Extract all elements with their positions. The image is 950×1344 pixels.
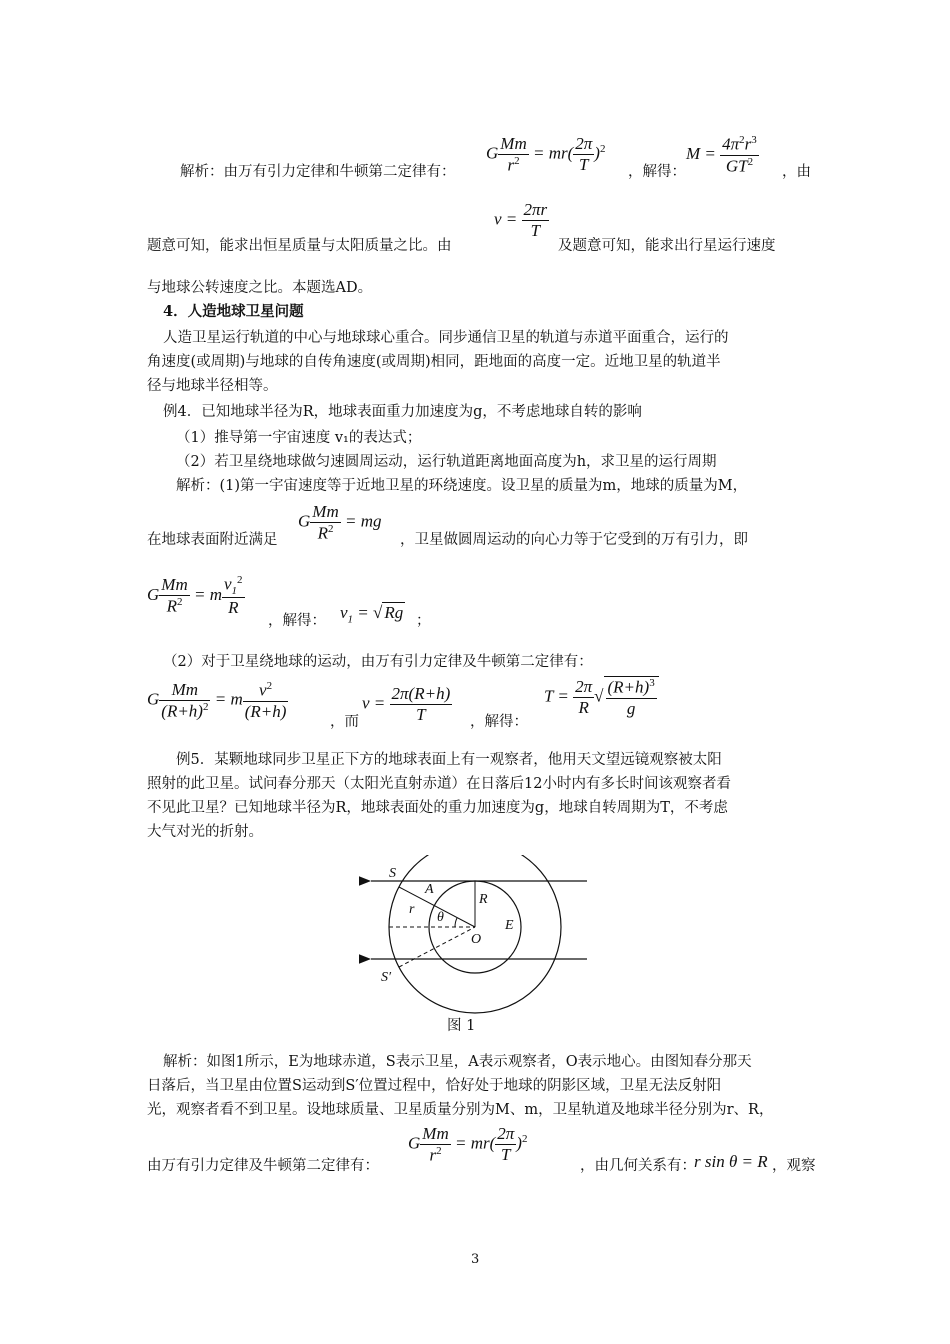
analysis-line: 日落后，当卫星由位置S运动到S′位置过程中，恰好处于地球的阴影区域，卫星无法反射阳 — [147, 1078, 722, 1094]
ex4-a2a: 在地球表面附近满足 — [147, 532, 278, 548]
ex4-a1: 解析：(1)第一宇宙速度等于近地卫星的环绕速度。设卫星的质量为m，地球的质量为M， — [176, 478, 748, 494]
ex4-a4: （2）对于卫星绕地球的运动，由万有引力定律及牛顿第二定律有： — [163, 654, 593, 670]
page-number: 3 — [471, 1252, 480, 1267]
formula-gravity-period-2: G $\frac{Mm}{r^2}$ = mr( $\frac{2\pi}{T}$ )$^2$ — [408, 1124, 528, 1165]
figure-earth-satellite — [355, 855, 595, 1015]
ex4-a5a: ，而 — [330, 714, 359, 730]
ex5-line: 不见此卫星？已知地球半径为R，地球表面处的重力加速度为g，地球自转周期为T，不考虑 — [147, 800, 728, 816]
para-line: 角速度(或周期)与地球的自传角速度(或周期)相同，距地面的高度一定。近地卫星的轨道半 — [147, 354, 721, 370]
analysis-last-b: ，由几何关系有： — [580, 1158, 696, 1174]
ex4-q1: （1）推导第一宇宙速度 v₁的表达式； — [176, 430, 422, 446]
analysis-line: 解析：如图1所示，E为地球赤道，S表示卫星，A表示观察者，O表示地心。由图知春分那天 — [163, 1054, 752, 1070]
formula-geometry: r sin θ = R — [694, 1152, 768, 1171]
formula-orbit: G $\frac{Mm}{(R+h)^2}$ = m $\frac{v^2}{(R+h)}$ — [147, 680, 287, 721]
ex4-a2b: ，卫星做圆周运动的向心力等于它受到的万有引力，即 — [400, 532, 748, 548]
dash-lower — [399, 927, 475, 967]
text-line: ，由 — [782, 164, 811, 180]
label-A: A — [425, 882, 434, 897]
ex4-a3b: ； — [416, 613, 431, 629]
text-line: 解析：由万有引力定律和牛顿第二定律有： — [180, 164, 456, 180]
formula-gravity-period: G $\frac{Mm}{r^2}$ = mr( $\frac{2\pi}{T}$ )$^2$ — [486, 134, 606, 175]
section-title: 4．人造地球卫星问题 — [163, 303, 304, 320]
formula-centripetal: G $\frac{Mm}{R^2}$ = m $\frac{v_1^2}{R}$ — [147, 574, 243, 618]
figure-caption: 图 1 — [447, 1018, 476, 1034]
ex5-line: 例5．某颗地球同步卫星正下方的地球表面上有一观察者，他用天文望远镜观察被太阳 — [176, 752, 722, 768]
analysis-last-c: ，观察 — [772, 1158, 816, 1174]
formula-surface-gravity: G $\frac{Mm}{R^2}$ = mg — [298, 502, 382, 543]
analysis-line: 光，观察者看不到卫星。设地球质量、卫星质量分别为M、m，卫星轨道及地球半径分别为r、R， — [147, 1102, 774, 1118]
label-r: r — [409, 902, 415, 917]
ex4-q2: （2）若卫星绕地球做匀速圆周运动，运行轨道距离地面高度为h，求卫星的运行周期 — [176, 454, 717, 470]
label-S-prime: S′ — [381, 970, 392, 985]
analysis-last-a: 由万有引力定律及牛顿第二定律有： — [147, 1158, 379, 1174]
label-E: E — [505, 918, 514, 933]
text-line: 及题意可知，能求出行星运行速度 — [558, 238, 776, 254]
formula-speed: v = $\frac{2\pi(R+h)}{T}$ — [362, 684, 451, 724]
label-S: S — [389, 866, 396, 881]
formula-period: T = $\frac{2\pi}{R}$ √ $\frac{(R+h)^3}{g}$ — [544, 676, 659, 719]
para-line: 人造卫星运行轨道的中心与地球球心重合。同步通信卫星的轨道与赤道平面重合，运行的 — [163, 330, 729, 346]
formula-mass: M = $\frac{4\pi^2r^3}{GT^2}$ — [686, 134, 757, 176]
ex4-a5b: ，解得： — [470, 714, 528, 730]
ex4-a3a: ，解得： — [268, 613, 326, 629]
angle-arc — [455, 918, 457, 927]
label-theta: θ — [437, 910, 444, 925]
label-O: O — [471, 932, 482, 947]
ex5-line: 大气对光的折射。 — [147, 824, 263, 840]
label-R: R — [479, 892, 488, 907]
ex4-title: 例4．已知地球半径为R，地球表面重力加速度为g，不考虑地球自转的影响 — [163, 404, 642, 420]
text-line: ，解得： — [628, 164, 686, 180]
formula-first-cosmic-velocity: $v_1$ = √ Rg — [340, 603, 404, 626]
para-line: 径与地球半径相等。 — [147, 378, 278, 394]
text-line: 题意可知，能求出恒星质量与太阳质量之比。由 — [147, 238, 452, 254]
ex5-line: 照射的此卫星。试问春分那天（太阳光直射赤道）在日落后12小时内有多长时间该观察者看 — [147, 776, 731, 792]
formula-velocity: v = $\frac{2\pi r}{T}$ — [494, 200, 548, 240]
text-line: 与地球公转速度之比。本题选AD。 — [147, 280, 373, 296]
